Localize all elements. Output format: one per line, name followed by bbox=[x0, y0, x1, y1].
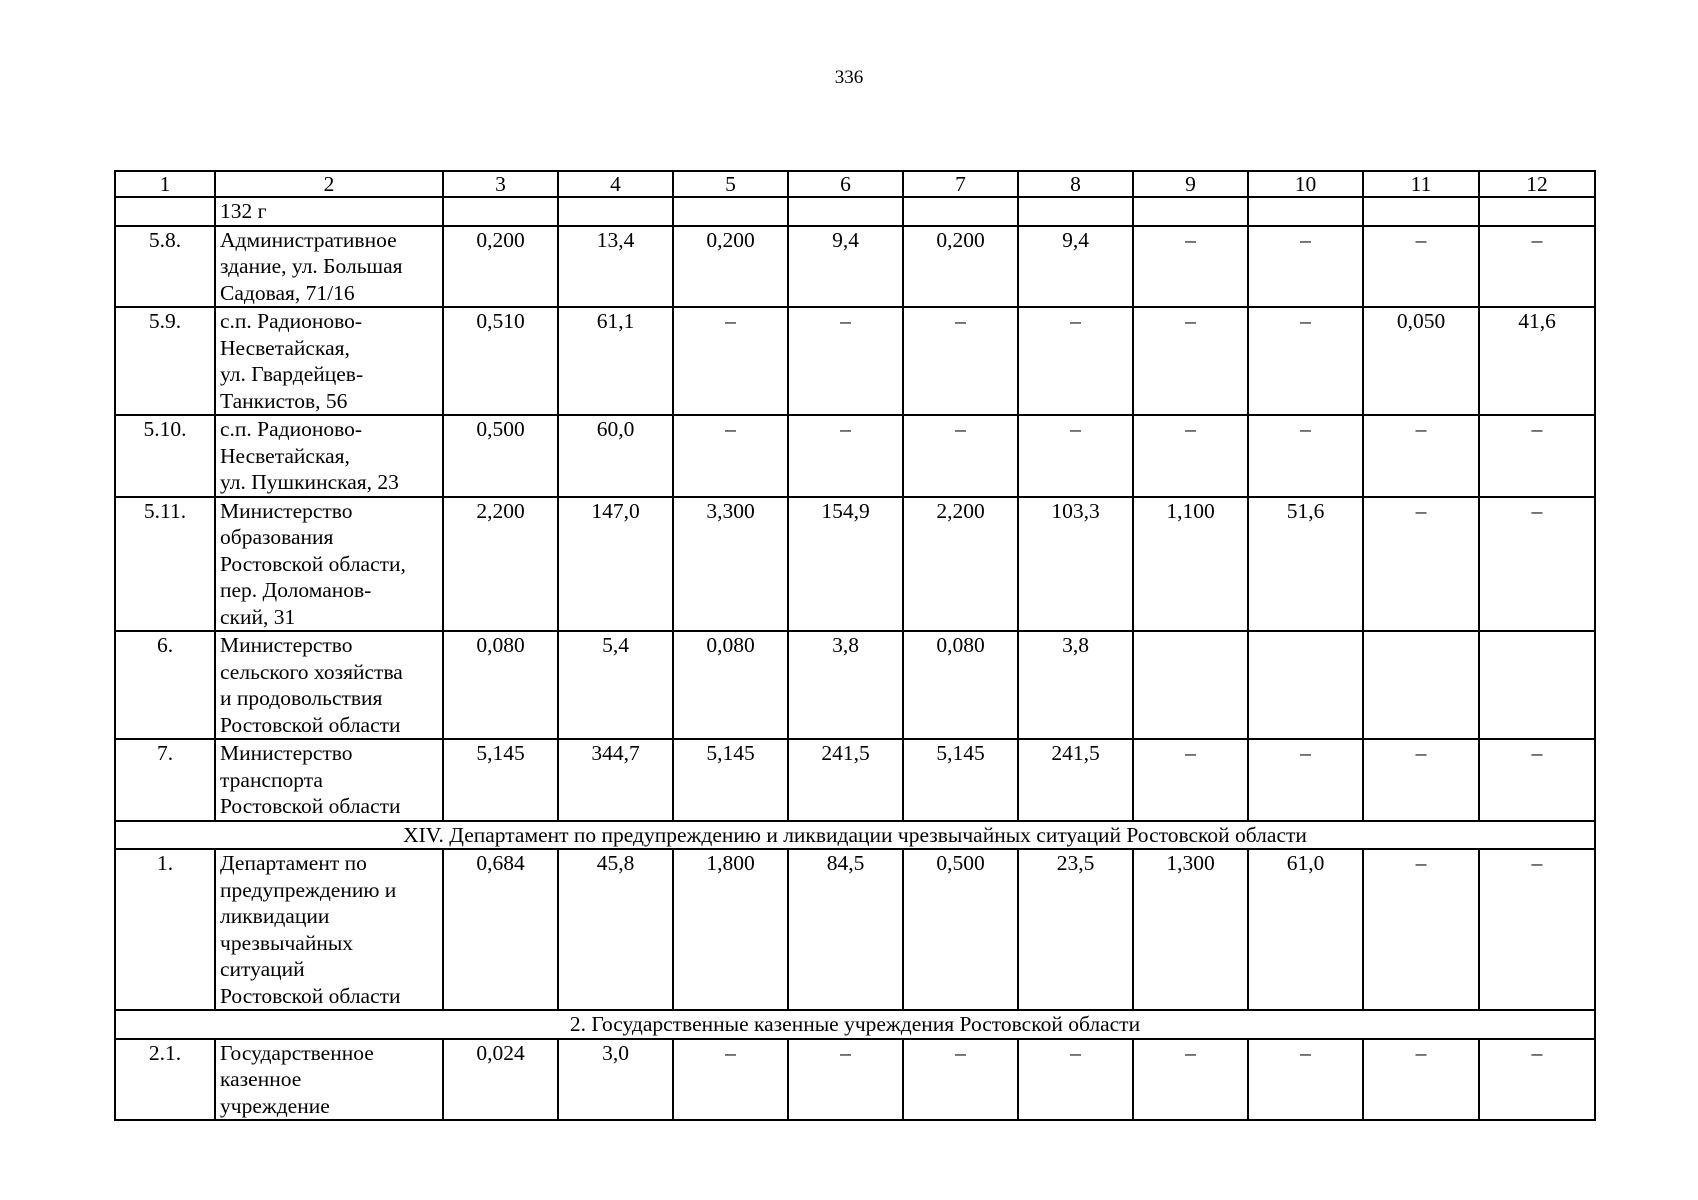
value-cell: 45,8 bbox=[558, 849, 673, 1010]
row-name-cell: Государственное казенное учреждение bbox=[215, 1039, 443, 1121]
section-header-row bbox=[115, 821, 1595, 850]
column-header: 2 bbox=[215, 171, 443, 197]
value-cell: – bbox=[1133, 226, 1248, 308]
table-row bbox=[115, 415, 1595, 497]
value-cell: 3,8 bbox=[1018, 631, 1133, 739]
column-header: 5 bbox=[673, 171, 788, 197]
value-cell: 5,145 bbox=[903, 739, 1018, 821]
value-cell: 0,200 bbox=[443, 226, 558, 308]
table-row bbox=[115, 739, 1595, 821]
value-cell: 0,080 bbox=[443, 631, 558, 739]
row-number-cell: 5.10. bbox=[115, 415, 215, 497]
value-cell: – bbox=[1363, 849, 1479, 1010]
value-cell: 9,4 bbox=[788, 226, 903, 308]
value-cell: 5,145 bbox=[443, 739, 558, 821]
row-number-cell: 5.11. bbox=[115, 497, 215, 632]
value-cell bbox=[1248, 197, 1363, 226]
value-cell: – bbox=[1363, 1039, 1479, 1121]
value-cell: 241,5 bbox=[1018, 739, 1133, 821]
section-title: 2. Государственные казенные учреждения Ростовской области bbox=[115, 1010, 1595, 1039]
value-cell: – bbox=[1018, 1039, 1133, 1121]
value-cell: – bbox=[1479, 739, 1595, 821]
row-number-cell: 7. bbox=[115, 739, 215, 821]
column-header: 6 bbox=[788, 171, 903, 197]
value-cell bbox=[788, 197, 903, 226]
value-cell: 0,200 bbox=[673, 226, 788, 308]
value-cell: 0,200 bbox=[903, 226, 1018, 308]
row-number-cell: 5.9. bbox=[115, 307, 215, 415]
value-cell bbox=[1133, 197, 1248, 226]
value-cell: – bbox=[1363, 226, 1479, 308]
value-cell bbox=[558, 197, 673, 226]
row-name-cell: с.п. Радионово- Несветайская, ул. Гвардейцев- Танкистов, 56 bbox=[215, 307, 443, 415]
value-cell: – bbox=[1018, 415, 1133, 497]
value-cell: – bbox=[1248, 226, 1363, 308]
value-cell: 2,200 bbox=[443, 497, 558, 632]
value-cell: – bbox=[788, 415, 903, 497]
table-row bbox=[115, 497, 1595, 632]
value-cell bbox=[443, 197, 558, 226]
value-cell: 5,145 bbox=[673, 739, 788, 821]
row-name-cell: с.п. Радионово- Несветайская, ул. Пушкинская, 23 bbox=[215, 415, 443, 497]
value-cell: 1,800 bbox=[673, 849, 788, 1010]
value-cell: – bbox=[1133, 415, 1248, 497]
value-cell bbox=[1363, 631, 1479, 739]
value-cell bbox=[1018, 197, 1133, 226]
value-cell: 2,200 bbox=[903, 497, 1018, 632]
value-cell: 0,510 bbox=[443, 307, 558, 415]
value-cell: – bbox=[1248, 1039, 1363, 1121]
value-cell: 1,300 bbox=[1133, 849, 1248, 1010]
value-cell: 103,3 bbox=[1018, 497, 1133, 632]
value-cell bbox=[1479, 631, 1595, 739]
value-cell: 61,1 bbox=[558, 307, 673, 415]
column-header: 1 bbox=[115, 171, 215, 197]
row-number-cell bbox=[115, 197, 215, 226]
value-cell: 0,080 bbox=[673, 631, 788, 739]
page-number: 336 bbox=[834, 67, 864, 88]
value-cell: – bbox=[1479, 1039, 1595, 1121]
value-cell: 0,024 bbox=[443, 1039, 558, 1121]
value-cell: – bbox=[903, 415, 1018, 497]
row-name-cell: Министерство образования Ростовской области, пер. Доломанов- ский, 31 bbox=[215, 497, 443, 632]
value-cell: – bbox=[1248, 415, 1363, 497]
value-cell: – bbox=[1363, 415, 1479, 497]
value-cell: 61,0 bbox=[1248, 849, 1363, 1010]
value-cell: – bbox=[903, 1039, 1018, 1121]
value-cell: 154,9 bbox=[788, 497, 903, 632]
value-cell: 23,5 bbox=[1018, 849, 1133, 1010]
column-header: 9 bbox=[1133, 171, 1248, 197]
value-cell: – bbox=[1018, 307, 1133, 415]
value-cell: – bbox=[673, 1039, 788, 1121]
value-cell: – bbox=[673, 307, 788, 415]
column-header: 10 bbox=[1248, 171, 1363, 197]
value-cell: – bbox=[1248, 739, 1363, 821]
value-cell: – bbox=[1479, 497, 1595, 632]
value-cell: – bbox=[1479, 226, 1595, 308]
value-cell: – bbox=[1479, 415, 1595, 497]
value-cell: – bbox=[1248, 307, 1363, 415]
value-cell: 0,684 bbox=[443, 849, 558, 1010]
row-number-cell: 5.8. bbox=[115, 226, 215, 308]
value-cell: 0,500 bbox=[903, 849, 1018, 1010]
value-cell: 3,8 bbox=[788, 631, 903, 739]
value-cell bbox=[1479, 197, 1595, 226]
column-header: 7 bbox=[903, 171, 1018, 197]
table-row bbox=[115, 307, 1595, 415]
column-header: 3 bbox=[443, 171, 558, 197]
table-row bbox=[115, 226, 1595, 308]
value-cell: 9,4 bbox=[1018, 226, 1133, 308]
value-cell: 0,500 bbox=[443, 415, 558, 497]
value-cell: 344,7 bbox=[558, 739, 673, 821]
value-cell: 1,100 bbox=[1133, 497, 1248, 632]
value-cell: – bbox=[1133, 739, 1248, 821]
column-header: 4 bbox=[558, 171, 673, 197]
table-row bbox=[115, 1039, 1595, 1121]
value-cell: 5,4 bbox=[558, 631, 673, 739]
table-row bbox=[115, 197, 1595, 226]
value-cell: 147,0 bbox=[558, 497, 673, 632]
table-header-row bbox=[115, 171, 1595, 197]
value-cell bbox=[1363, 197, 1479, 226]
value-cell: 3,0 bbox=[558, 1039, 673, 1121]
row-number-cell: 2.1. bbox=[115, 1039, 215, 1121]
value-cell: – bbox=[788, 307, 903, 415]
row-number-cell: 1. bbox=[115, 849, 215, 1010]
value-cell: 13,4 bbox=[558, 226, 673, 308]
value-cell: 51,6 bbox=[1248, 497, 1363, 632]
row-name-cell: Министерство транспорта Ростовской области bbox=[215, 739, 443, 821]
value-cell bbox=[1248, 631, 1363, 739]
table-row bbox=[115, 631, 1595, 739]
value-cell: – bbox=[1363, 497, 1479, 632]
value-cell: – bbox=[1133, 307, 1248, 415]
value-cell: – bbox=[673, 415, 788, 497]
section-title: XIV. Департамент по предупреждению и ликвидации чрезвычайных ситуаций Ростовской области bbox=[115, 821, 1595, 850]
value-cell: 0,050 bbox=[1363, 307, 1479, 415]
row-name-cell: Административное здание, ул. Большая Садовая, 71/16 bbox=[215, 226, 443, 308]
row-name-cell: 132 г bbox=[215, 197, 443, 226]
value-cell bbox=[903, 197, 1018, 226]
value-cell: – bbox=[1133, 1039, 1248, 1121]
column-header: 12 bbox=[1479, 171, 1595, 197]
value-cell: – bbox=[1363, 739, 1479, 821]
row-name-cell: Министерство сельского хозяйства и продовольствия Ростовской области bbox=[215, 631, 443, 739]
column-header: 11 bbox=[1363, 171, 1479, 197]
value-cell: 84,5 bbox=[788, 849, 903, 1010]
column-header: 8 bbox=[1018, 171, 1133, 197]
value-cell: 41,6 bbox=[1479, 307, 1595, 415]
value-cell: – bbox=[788, 1039, 903, 1121]
value-cell bbox=[1133, 631, 1248, 739]
value-cell: – bbox=[1479, 849, 1595, 1010]
value-cell: 0,080 bbox=[903, 631, 1018, 739]
value-cell: – bbox=[903, 307, 1018, 415]
table-row bbox=[115, 849, 1595, 1010]
row-name-cell: Департамент по предупреждению и ликвидации чрезвычайных ситуаций Ростовской области bbox=[215, 849, 443, 1010]
section-header-row bbox=[115, 1010, 1595, 1039]
value-cell: 3,300 bbox=[673, 497, 788, 632]
value-cell: 241,5 bbox=[788, 739, 903, 821]
value-cell: 60,0 bbox=[558, 415, 673, 497]
value-cell bbox=[673, 197, 788, 226]
data-table bbox=[114, 170, 1596, 1121]
row-number-cell: 6. bbox=[115, 631, 215, 739]
